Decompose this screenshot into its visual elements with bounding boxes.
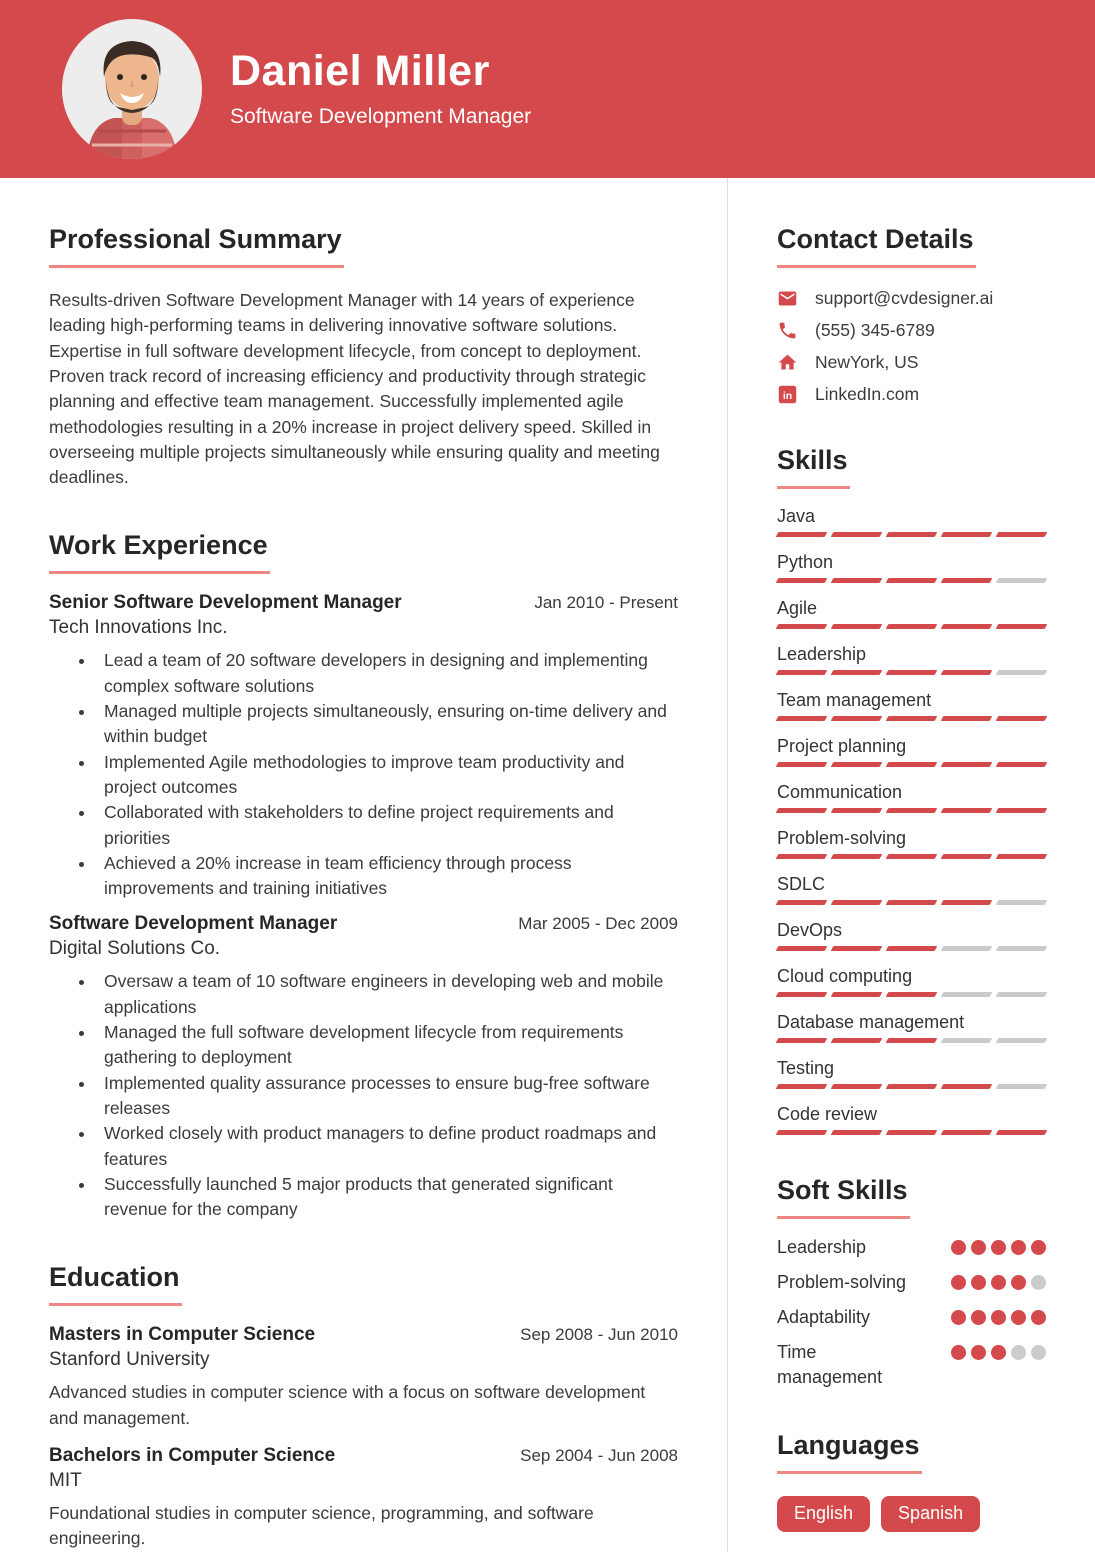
soft-skill-dot — [971, 1345, 986, 1360]
main-column — [0, 178, 727, 1552]
skill-bar-segment — [776, 992, 828, 997]
skill-bar-segment — [941, 946, 993, 951]
skill-bar-segment — [776, 578, 828, 583]
job-bullet-list — [49, 969, 678, 1222]
skill-bar-segment — [886, 900, 938, 905]
skill-item — [777, 597, 1046, 629]
skill-bar — [777, 854, 1046, 859]
skill-bar-segment — [996, 946, 1048, 951]
skill-bar — [777, 532, 1046, 537]
skill-item — [777, 1057, 1046, 1089]
skill-bar — [777, 1130, 1046, 1135]
skill-bar-segment — [831, 578, 883, 583]
skill-bar-segment — [996, 854, 1048, 859]
skill-bar-segment — [831, 808, 883, 813]
home-icon — [777, 352, 798, 373]
candidate-title: Software Development Manager — [230, 105, 532, 129]
job-title: Senior Software Development Manager — [49, 592, 402, 614]
sidebar-column — [727, 178, 1095, 1552]
job-bullet: • Implemented Agile methodologies to improve team productivity and project outcomes — [96, 750, 678, 801]
education-header-row — [49, 1445, 678, 1467]
soft-skill-dot — [1031, 1310, 1046, 1325]
candidate-name: Daniel Miller — [230, 46, 490, 95]
soft-skill-dots — [951, 1270, 1046, 1290]
soft-skill-name: Problem-solving — [777, 1272, 907, 1293]
skill-item — [777, 781, 1046, 813]
soft-skill-item — [777, 1235, 1046, 1260]
skill-bar-segment — [831, 716, 883, 721]
soft-skill-dot — [1011, 1345, 1026, 1360]
job-bullet-list — [49, 648, 678, 901]
skill-name: Agile — [777, 598, 818, 619]
skill-item — [777, 873, 1046, 905]
soft-skill-dot — [1011, 1240, 1026, 1255]
skill-bar-segment — [776, 624, 828, 629]
soft-skill-dot — [991, 1240, 1006, 1255]
education-header-row — [49, 1324, 678, 1346]
languages-list — [777, 1496, 1046, 1532]
degree-title: Masters in Computer Science — [49, 1324, 316, 1346]
skill-bar-segment — [886, 992, 938, 997]
email-icon — [777, 288, 798, 309]
skill-bar-segment — [996, 808, 1048, 813]
skill-bar-segment — [941, 532, 993, 537]
soft-skill-dot — [1031, 1345, 1046, 1360]
soft-skill-dot — [991, 1310, 1006, 1325]
skill-bar-segment — [886, 854, 938, 859]
profile-photo-illustration — [62, 19, 202, 159]
skill-name: Java — [777, 506, 816, 527]
summary-section — [49, 224, 678, 490]
skill-bar-segment — [886, 762, 938, 767]
education-heading: Education — [49, 1262, 182, 1306]
contact-text: NewYork, US — [815, 352, 919, 373]
skill-bar-segment — [831, 532, 883, 537]
skill-item — [777, 1011, 1046, 1043]
education-entry — [49, 1324, 678, 1431]
skill-bar-segment — [831, 1038, 883, 1043]
skill-bar — [777, 946, 1046, 951]
soft-skill-dots — [951, 1235, 1046, 1255]
soft-skill-dot — [951, 1240, 966, 1255]
skill-bar-segment — [776, 670, 828, 675]
skill-bar-segment — [776, 900, 828, 905]
skill-bar — [777, 762, 1046, 767]
skill-item — [777, 643, 1046, 675]
contact-text: support@cvdesigner.ai — [815, 288, 994, 309]
soft-skill-dot — [991, 1275, 1006, 1290]
soft-skill-dots — [951, 1340, 1046, 1360]
job-title: Software Development Manager — [49, 913, 338, 935]
skill-name: Communication — [777, 782, 903, 803]
skill-bar-segment — [831, 1084, 883, 1089]
skill-item — [777, 551, 1046, 583]
soft-skill-dot — [1011, 1275, 1026, 1290]
skill-bar-segment — [941, 900, 993, 905]
skill-bar-segment — [941, 1130, 993, 1135]
skill-bar-segment — [996, 624, 1048, 629]
skill-bar-segment — [996, 716, 1048, 721]
skill-bar — [777, 1084, 1046, 1089]
contact-item[interactable] — [777, 320, 1046, 341]
degree-title: Bachelors in Computer Science — [49, 1445, 336, 1467]
job-date-range: Mar 2005 - Dec 2009 — [518, 914, 678, 934]
skill-bar-segment — [996, 900, 1048, 905]
contact-item[interactable] — [777, 352, 1046, 373]
skill-bar-segment — [941, 578, 993, 583]
skill-bar-segment — [941, 762, 993, 767]
skill-bar-segment — [886, 624, 938, 629]
school-name: Stanford University — [49, 1349, 210, 1371]
skill-bar — [777, 624, 1046, 629]
skill-item — [777, 735, 1046, 767]
skill-bar-segment — [886, 716, 938, 721]
svg-text:in: in — [782, 389, 793, 402]
contact-heading: Contact Details — [777, 224, 976, 268]
skill-item — [777, 689, 1046, 721]
education-list — [49, 1324, 678, 1551]
job-company: Digital Solutions Co. — [49, 938, 221, 960]
skill-bar-segment — [941, 716, 993, 721]
skill-bar-segment — [941, 670, 993, 675]
skill-bar-segment — [996, 532, 1048, 537]
skill-bar-segment — [831, 1130, 883, 1135]
skill-bar-segment — [776, 1084, 828, 1089]
skill-bar — [777, 716, 1046, 721]
skills-section — [777, 445, 1046, 1135]
skill-bar-segment — [776, 716, 828, 721]
soft-skill-name: Time management — [777, 1342, 883, 1388]
skill-bar-segment — [886, 808, 938, 813]
skill-name: Code review — [777, 1104, 878, 1125]
skill-bar-segment — [886, 578, 938, 583]
skill-bar-segment — [776, 946, 828, 951]
skill-bar-segment — [831, 900, 883, 905]
skill-item — [777, 965, 1046, 997]
skill-bar-segment — [996, 762, 1048, 767]
summary-text: Results-driven Software Development Manager with 14 years of experience leading high-performing teams in delivering innovative software solutions. Expertise in full software development lifecycle, from concept to deployment. Proven track record of increasing efficiency and productivity through strategic planning and effective team management. Successfully implemented agile methodologies resulting in a 20% increase in project delivery speed. Skilled in overseeing multiple projects simultaneously while ensuring quality and meeting deadlines. — [49, 290, 660, 488]
job-bullet: • Managed the full software development lifecycle from requirements gathering to deployment — [96, 1020, 678, 1071]
skill-bar-segment — [776, 1130, 828, 1135]
skill-bar-segment — [886, 1084, 938, 1089]
skill-bar-segment — [831, 854, 883, 859]
skills-heading: Skills — [777, 445, 850, 489]
skill-bar-segment — [886, 670, 938, 675]
contact-text: (555) 345-6789 — [815, 320, 935, 341]
skill-bar-segment — [941, 1038, 993, 1043]
job-date-range: Jan 2010 - Present — [534, 593, 678, 613]
skill-name: Leadership — [777, 644, 867, 665]
contact-item[interactable] — [777, 384, 1046, 405]
skill-name: SDLC — [777, 874, 826, 895]
job-bullet: • Achieved a 20% increase in team efficiency through process improvements and training initiatives — [96, 851, 678, 902]
soft-skill-item — [777, 1305, 1046, 1330]
school-name: MIT — [49, 1470, 82, 1492]
job-bullet: • Managed multiple projects simultaneously, ensuring on-time delivery and within budget — [96, 699, 678, 750]
job-list — [49, 592, 678, 1222]
skill-name: Team management — [777, 690, 932, 711]
skill-bar-segment — [831, 762, 883, 767]
skill-bar-segment — [776, 532, 828, 537]
contact-section — [777, 224, 1046, 405]
education-date-range: Sep 2004 - Jun 2008 — [520, 1446, 678, 1466]
profile-photo — [62, 19, 202, 159]
skill-bar-segment — [831, 946, 883, 951]
skill-bar-segment — [776, 854, 828, 859]
skill-bar-segment — [831, 992, 883, 997]
skill-name: Problem-solving — [777, 828, 907, 849]
soft-skills-list — [777, 1235, 1046, 1390]
soft-skill-name: Leadership — [777, 1237, 867, 1258]
skill-bar-segment — [996, 1130, 1048, 1135]
soft-skill-dot — [951, 1275, 966, 1290]
skill-bar-segment — [941, 992, 993, 997]
soft-skill-dot — [991, 1345, 1006, 1360]
skill-bar-segment — [996, 578, 1048, 583]
skill-item — [777, 919, 1046, 951]
skill-bar-segment — [886, 946, 938, 951]
language-pill: Spanish — [881, 1496, 980, 1532]
job-bullet: • Lead a team of 20 software developers in designing and implementing complex software solutions — [96, 648, 678, 699]
work-experience-heading: Work Experience — [49, 530, 270, 574]
job-bullet: • Collaborated with stakeholders to define project requirements and priorities — [96, 800, 678, 851]
languages-section — [777, 1430, 1046, 1532]
education-description: Foundational studies in computer science, programming, and software engineering. — [49, 1503, 594, 1549]
skill-bar-segment — [886, 1130, 938, 1135]
skill-bar — [777, 578, 1046, 583]
soft-skill-dot — [1031, 1275, 1046, 1290]
skill-bar-segment — [831, 624, 883, 629]
skill-bar-segment — [941, 1084, 993, 1089]
soft-skill-item — [777, 1340, 1046, 1390]
header-banner — [0, 0, 1095, 178]
soft-skill-dots — [951, 1305, 1046, 1325]
skill-bar-segment — [996, 670, 1048, 675]
skill-bar-segment — [996, 992, 1048, 997]
resume-body — [0, 178, 1095, 1552]
phone-icon — [777, 320, 798, 341]
skill-bar-segment — [776, 1038, 828, 1043]
summary-heading: Professional Summary — [49, 224, 344, 268]
skill-item — [777, 1103, 1046, 1135]
job-entry — [49, 592, 678, 901]
skill-bar-segment — [776, 808, 828, 813]
skill-item — [777, 827, 1046, 859]
work-experience-section — [49, 530, 678, 1222]
soft-skills-heading: Soft Skills — [777, 1175, 910, 1219]
soft-skill-dot — [1011, 1310, 1026, 1325]
languages-heading: Languages — [777, 1430, 922, 1474]
education-description: Advanced studies in computer science with a focus on software development and management. — [49, 1382, 646, 1428]
skill-bar-segment — [941, 624, 993, 629]
soft-skills-section — [777, 1175, 1046, 1390]
job-bullet: • Implemented quality assurance processes to ensure bug-free software releases — [96, 1071, 678, 1122]
skill-name: DevOps — [777, 920, 843, 941]
skill-bar-segment — [941, 854, 993, 859]
skill-bar-segment — [996, 1038, 1048, 1043]
job-bullet: • Worked closely with product managers to define product roadmaps and features — [96, 1121, 678, 1172]
skill-bar — [777, 900, 1046, 905]
soft-skill-dot — [951, 1310, 966, 1325]
skill-name: Cloud computing — [777, 966, 913, 987]
skill-bar — [777, 808, 1046, 813]
job-header-row — [49, 592, 678, 614]
skill-name: Database management — [777, 1012, 965, 1033]
education-section — [49, 1262, 678, 1551]
education-date-range: Sep 2008 - Jun 2010 — [520, 1325, 678, 1345]
skill-bar — [777, 670, 1046, 675]
skill-bar-segment — [886, 532, 938, 537]
job-header-row — [49, 913, 678, 935]
soft-skill-name: Adaptability — [777, 1307, 871, 1328]
skill-name: Testing — [777, 1058, 835, 1079]
soft-skill-dot — [951, 1345, 966, 1360]
language-pill: English — [777, 1496, 870, 1532]
skill-name: Project planning — [777, 736, 907, 757]
soft-skill-dot — [971, 1240, 986, 1255]
skill-bar-segment — [941, 808, 993, 813]
skill-bar — [777, 992, 1046, 997]
skill-bar-segment — [996, 1084, 1048, 1089]
skill-name: Python — [777, 552, 834, 573]
linkedin-icon — [777, 384, 798, 405]
soft-skill-dot — [971, 1310, 986, 1325]
job-bullet: • Oversaw a team of 10 software engineers in developing web and mobile applications — [96, 969, 678, 1020]
job-bullet: • Successfully launched 5 major products that generated significant revenue for the company — [96, 1172, 678, 1223]
skill-bar — [777, 1038, 1046, 1043]
job-company: Tech Innovations Inc. — [49, 617, 228, 639]
contact-list — [777, 288, 1046, 405]
soft-skill-item — [777, 1270, 1046, 1295]
job-entry — [49, 913, 678, 1222]
skill-bar-segment — [776, 762, 828, 767]
skill-bar-segment — [831, 670, 883, 675]
contact-item[interactable] — [777, 288, 1046, 309]
skill-bar-segment — [886, 1038, 938, 1043]
contact-text: LinkedIn.com — [815, 384, 920, 405]
soft-skill-dot — [1031, 1240, 1046, 1255]
skills-list — [777, 505, 1046, 1135]
soft-skill-dot — [971, 1275, 986, 1290]
skill-item — [777, 505, 1046, 537]
